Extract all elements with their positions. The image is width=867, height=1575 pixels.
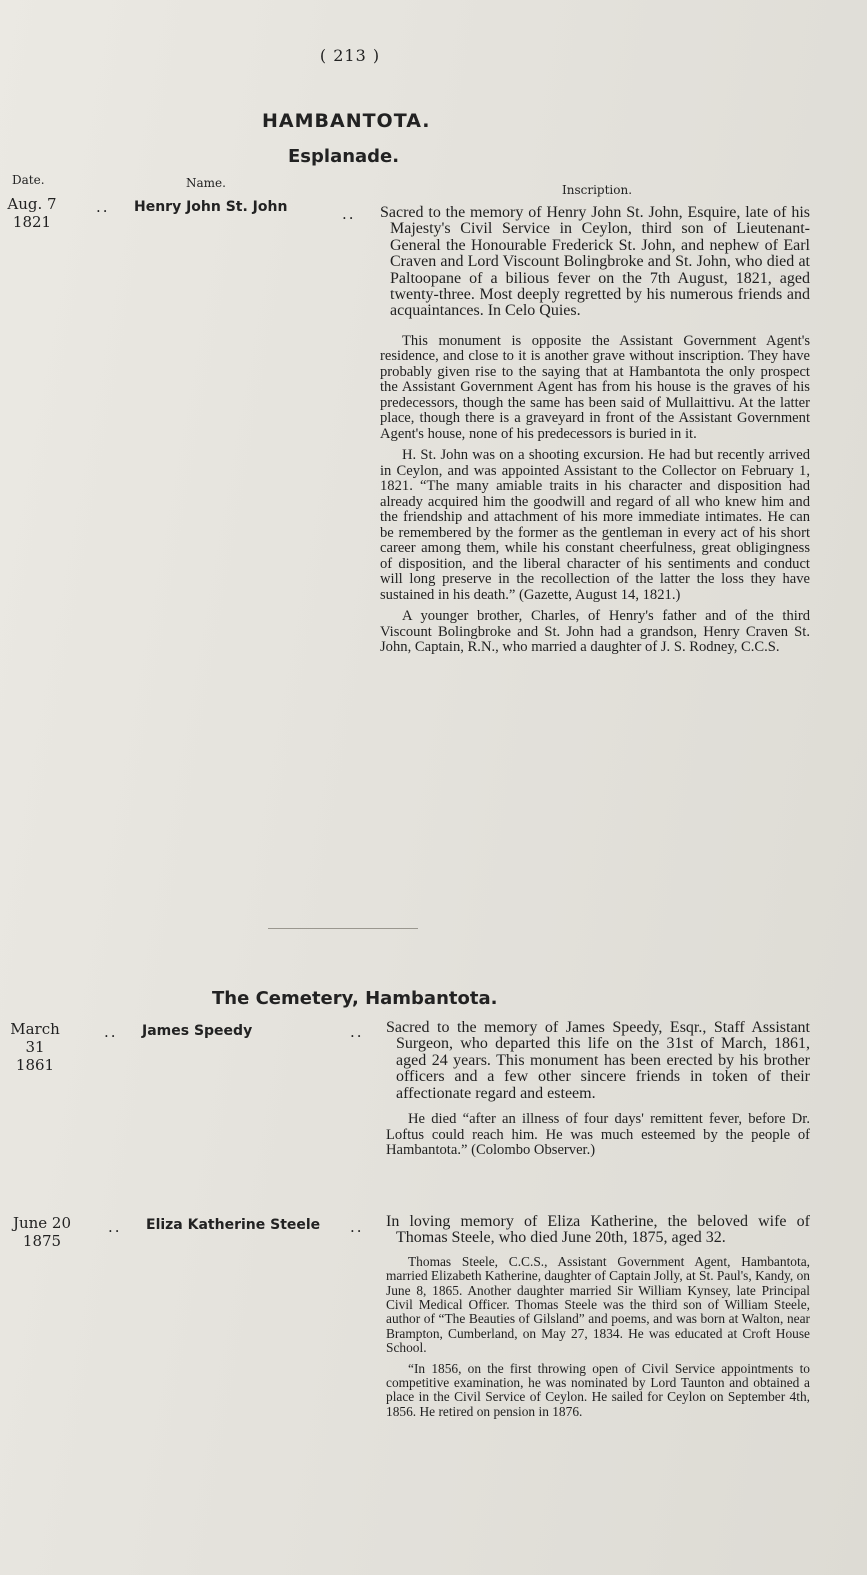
date-day: June 20: [12, 1214, 72, 1232]
inscription-text: Sacred to the memory of Henry John St. John, Esquire, late of his Majesty's Civil Service in Ceylon, third son of Lieutenant-General the Honourable Frederick St. John, and nephew of Earl Craven and Lord Viscount Bolingbroke and St. John, who died at Paltoopane of a bilious fever on the 7th August, 1821, aged twenty-three. Most deeply regretted by his numerous friends and acquaintances. In Celo Quies.: [380, 204, 810, 320]
entry-date: [2, 195, 62, 231]
date-day: Aug. 7: [7, 195, 57, 213]
inscription-text: In loving memory of Eliza Katherine, the beloved wife of Thomas Steele, who died June 20th, 1875, aged 32.: [386, 1213, 810, 1247]
commentary-paragraph: H. St. John was on a shooting excursion. He had but recently arrived in Ceylon, and was appointed Assistant to the Collector on February 1, 1821. “The many amiable traits in his character and disposition had already acquired him the goodwill and regard of all who knew him and the friendship and attachment of his more immediate intimates. He can be remembered by the former as the gentleman in every act of his short career among them, while his constant cheerfulness, great obligingness of disposition, and the liberal character of his sentiments and conduct will long preserve in the recollection of the latter the loss they have sustained in his death.” (Gazette, August 14, 1821.): [380, 447, 810, 603]
section-title-cemetery: The Cemetery, Hambantota.: [212, 988, 498, 1009]
inscription-block: [380, 205, 810, 662]
separator-dots: ..: [104, 1023, 118, 1041]
page-number: ( 213 ): [319, 46, 381, 65]
section-divider: [268, 928, 418, 929]
column-header-inscription: Inscription.: [562, 183, 633, 197]
separator-dots: ..: [342, 205, 356, 223]
date-year: 1875: [22, 1232, 62, 1250]
date-year: 1821: [12, 213, 52, 231]
entry-name: James Speedy: [142, 1023, 253, 1039]
commentary-paragraph: A younger brother, Charles, of Henry's father and of the third Viscount Bolingbroke and St. John had a grandson, Henry Craven St. John, Captain, R.N., who married a daughter of J. S. Rodney, C.C.S.: [380, 608, 810, 656]
commentary-paragraph: This monument is opposite the Assistant Government Agent's residence, and close to it is another grave without inscription. They have probably given rise to the saying that at Hambantota the only prospect the Assistant Government Agent has from his house is the graves of his predecessors, though the same has been said of Mullaittivu. At the latter place, though there is a graveyard in front of the Assistant Government Agent's house, none of his predecessors is buried in it.: [380, 332, 810, 442]
page-title: HAMBANTOTA.: [262, 110, 431, 132]
entry-name: Eliza Katherine Steele: [146, 1217, 321, 1233]
entry-name: Henry John St. John: [134, 199, 288, 215]
separator-dots: ..: [350, 1023, 364, 1041]
date-day: March 31: [10, 1020, 60, 1056]
inscription-text: Sacred to the memory of James Speedy, Esqr., Staff Assistant Surgeon, who departed this life on the 31st of March, 1861, aged 24 years. This monument has been erected by his brother officers and a few other sincere friends in token of their affectionate regard and esteem.: [386, 1019, 810, 1102]
commentary-paragraph: “In 1856, on the first throwing open of Civil Service appointments to competitive examination, he was nominated by Lord Taunton and obtained a place in the Civil Service of Ceylon. He sailed for Ceylon on September 4th, 1856. He retired on pension in 1876.: [386, 1360, 810, 1419]
section-title-esplanade: Esplanade.: [288, 146, 400, 167]
entry-date: [12, 1214, 72, 1250]
column-header-date: Date.: [12, 173, 45, 187]
entry-date: [0, 1020, 70, 1074]
separator-dots: ..: [96, 198, 110, 216]
inscription-block: [386, 1214, 810, 1425]
column-header-name: Name.: [186, 176, 226, 190]
inscription-block: [386, 1020, 810, 1165]
separator-dots: ..: [108, 1218, 122, 1236]
separator-dots: ..: [350, 1218, 364, 1236]
date-year: 1861: [15, 1056, 55, 1074]
commentary-paragraph: He died “after an illness of four days' remittent fever, before Dr. Loftus could reach him. He was much esteemed by the people of Hambantota.” (Colombo Observer.): [386, 1111, 810, 1159]
commentary-paragraph: Thomas Steele, C.C.S., Assistant Government Agent, Hambantota, married Elizabeth Katherine, daughter of Captain Jolly, at St. Paul's, Kandy, on June 8, 1865. Another daughter married Sir William Kynsey, late Principal Civil Medical Officer. Thomas Steele was the third son of William Steele, author of “The Beauties of Gilsland” and poems, and was born at Walton, near Brampton, Cumberland, on May 27, 1834. He was educated at Croft House School.: [386, 1253, 810, 1356]
